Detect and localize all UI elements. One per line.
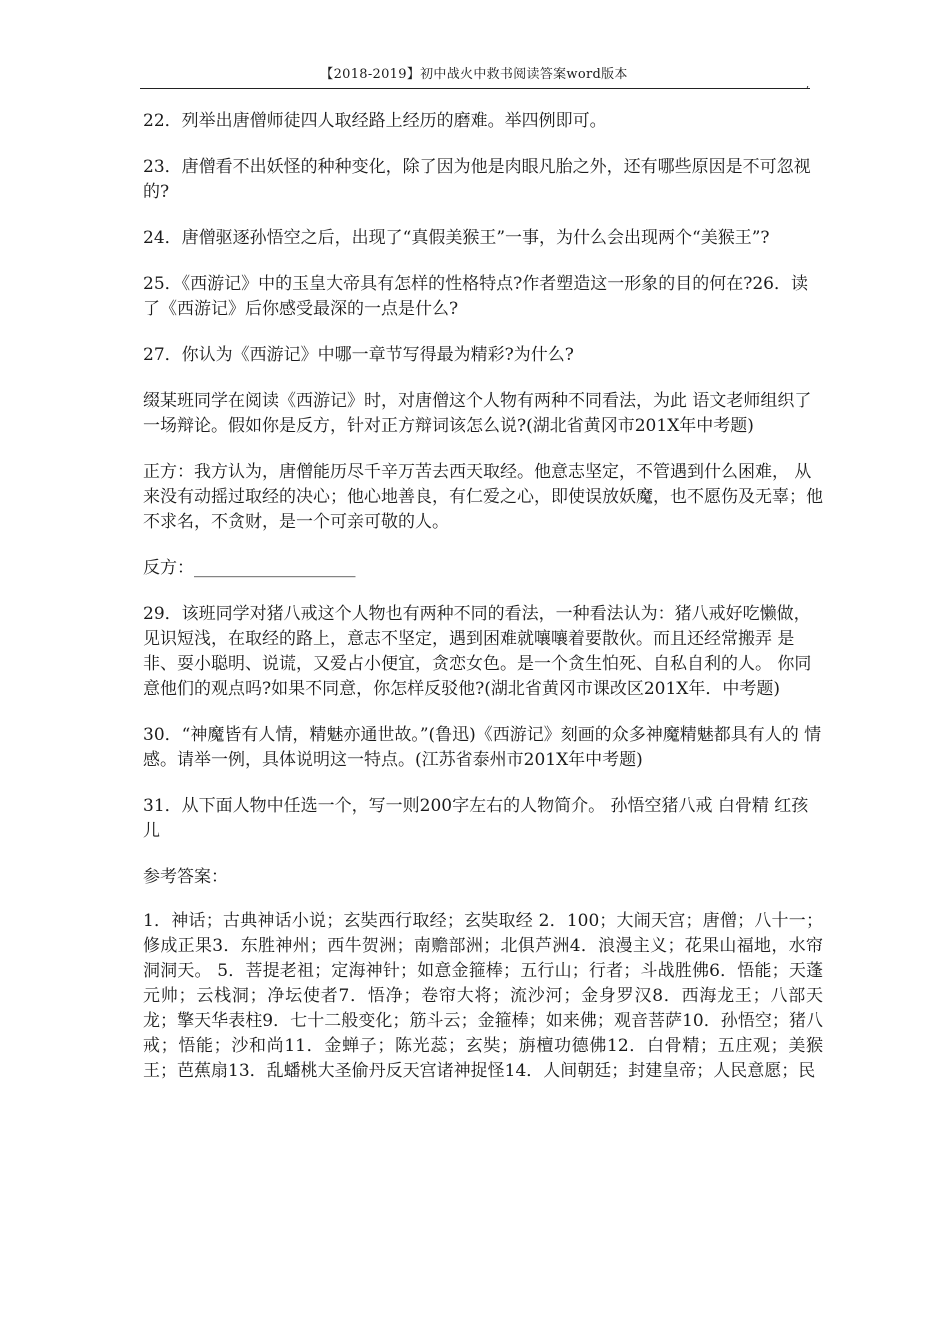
page-header: 【2018-2019】初中战火中救书阅读答案word版本 xyxy=(320,67,628,82)
question-22: 22．列举出唐僧师徒四人取经路上经历的磨难。举四例即可。 xyxy=(143,111,607,131)
question-25-26: 25．《西游记》中的玉皇大帝具有怎样的性格特点?作者塑造这一形象的目的何在?26．读了《西游记》后你感受最深的一点是什么? xyxy=(143,274,808,319)
question-31: 31．从下面人物中任选一个，写一则200字左右的人物简介。 孙悟空猪八戒 白骨精 红孩儿 xyxy=(143,796,809,841)
header-mark: , xyxy=(806,79,810,90)
question-29: 29．该班同学对猪八戒这个人物也有两种不同的看法，一种看法认为：猪八戒好吃懒做， 见识短浅，在取经的路上，意志不坚定，遇到困难就嚷嚷着要散伙。而且还经常搬弄 是非、耍小聪明、说谎，又爱占小便宜，贪恋女色。是一个贪生怕死、自私自利的人。 你同意他们的观点吗?如果不同意，你怎样反驳他?(湖北省黄冈市课改区201X年．中考题) xyxy=(143,604,817,699)
question-28-prompt: 缀某班同学在阅读《西游记》时，对唐僧这个人物有两种不同看法，为此 语文老师组织了 一场辩论。假如你是反方，针对正方辩词该怎么说?(湖北省黄冈市201X年中考题) xyxy=(143,391,817,436)
negative-answer-blank: 反方：___________________ xyxy=(143,558,356,578)
question-23: 23．唐僧看不出妖怪的种种变化，除了因为他是肉眼凡胎之外，还有哪些原因是不可忽视的? xyxy=(143,157,811,202)
affirmative-statement: 正方：我方认为，唐僧能历尽千辛万苦去西天取经。他意志坚定，不管遇到什么困难， 从来没有动摇过取经的决心；他心地善良，有仁爱之心，即使误放妖魔，也不愿伤及无辜；他不求名，不贪财，是一个可亲可敬的人。 xyxy=(143,462,823,532)
question-27: 27．你认为《西游记》中哪一章节写得最为精彩?为什么? xyxy=(143,345,574,365)
question-24: 24．唐僧驱逐孙悟空之后，出现了“真假美猴王”一事，为什么会出现两个“美猴王”? xyxy=(143,228,770,248)
answers-heading: 参考答案： xyxy=(143,867,228,887)
answers-text: 1．神话；古典神话小说；玄奘西行取经；玄奘取经 2．100；大闹天宫；唐僧；八十一；修成正果3．东胜神州；西牛贺洲；南赡部洲；北俱芦洲4．浪漫主义；花果山福地，水帘洞洞天。 5．菩提老祖；定海神针；如意金箍棒；五行山；行者；斗战胜佛6．悟能；天蓬元帅；云栈洞；净坛使者7．悟净；卷帘大将；流沙河；金身罗汉8．西海龙王；八部天龙；擎天华表柱9．七十二般变化；筋斗云；金箍棒；如来佛；观音菩萨10．孙悟空；猪八戒；悟能；沙和尚11．金蝉子；陈光蕊；玄奘；旃檀功德佛12．白骨精；五庄观；美猴王；芭蕉扇13．乱蟠桃大圣偷丹反天宫诸神捉怪14．人间朝廷；封建皇帝；人民意愿；民 xyxy=(143,911,823,1081)
document-body xyxy=(143,109,823,1084)
question-30: 30．“神魔皆有人情，精魅亦通世故。”(鲁迅)《西游记》刻画的众多神魔精魅都具有人的 情感。请举一例，具体说明这一特点。(江苏省泰州市201X年中考题) xyxy=(143,725,822,770)
header-rule xyxy=(140,88,810,89)
